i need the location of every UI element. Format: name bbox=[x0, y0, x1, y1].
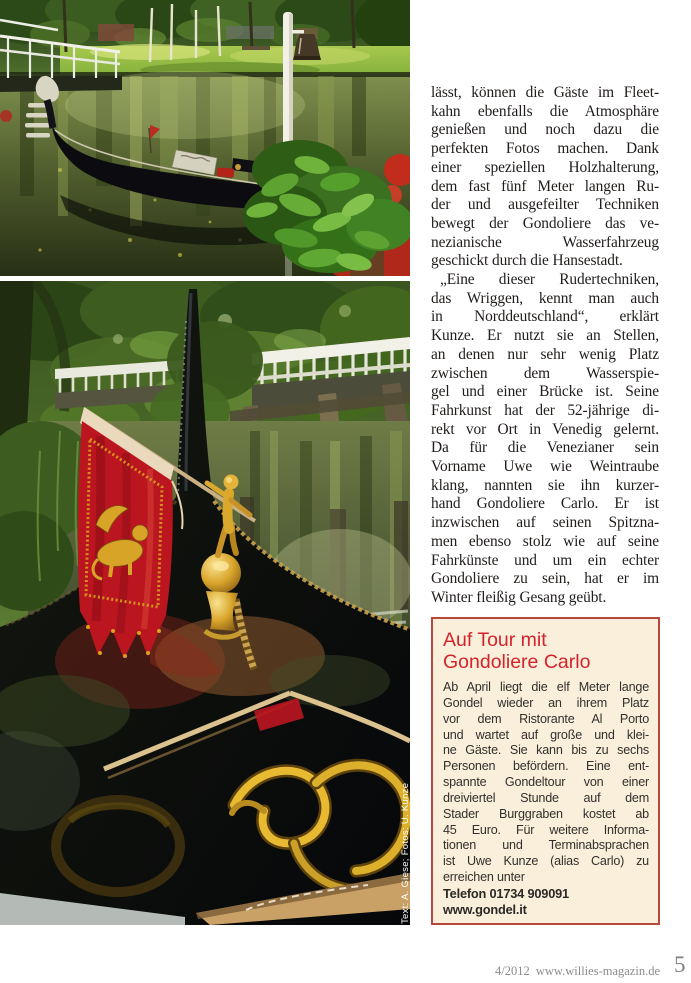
text-line: zwischen dem Wasserspie- bbox=[431, 364, 659, 382]
text-line: Vorname Uwe wie Weintraube bbox=[431, 458, 659, 476]
text-line: Kunze. Er nutzt sie an Stellen, bbox=[431, 327, 659, 345]
text-line: einer speziellen Holzhalterung, bbox=[431, 158, 659, 176]
text-line: dem fast fünf Meter langen Ru- bbox=[431, 177, 659, 195]
text-line: men ebenso stolz wie auf seine bbox=[431, 532, 659, 550]
text-line: klang, nannten sie ihn kurzer- bbox=[431, 476, 659, 494]
text-line: Fahrkunst hat der 52-jährige di- bbox=[431, 401, 659, 419]
text-line: inzwischen auf seinen Spitzna- bbox=[431, 514, 659, 532]
text-line: dreiviertel Stunde auf dem bbox=[443, 790, 649, 805]
footer-magazine-url: www.willies-magazin.de bbox=[535, 964, 660, 978]
text-line: der und ausgefeilter Techniken bbox=[431, 196, 659, 214]
text-line: tionen und Terminabsprachen bbox=[443, 838, 649, 853]
text-line: genießen und noch dazu die bbox=[431, 121, 659, 139]
text-line: Winter fleißig Gesang geübt. bbox=[431, 588, 607, 606]
text-line: „Eine dieser Rudertechniken, bbox=[440, 271, 659, 289]
text-line: Fahrkünste und um ein echter bbox=[431, 551, 659, 569]
text-line: Personen befördern. Eine ent- bbox=[443, 759, 649, 774]
text-line: spannte Gondeltour von einer bbox=[443, 775, 649, 790]
info-box-heading-line: Gondoliere Carlo bbox=[443, 650, 591, 673]
text-line: vor dem Ristorante Al Porto bbox=[443, 711, 649, 726]
footer-issue: 4/2012 bbox=[494, 964, 530, 978]
text-line: kahn ebenfalls die Atmosphäre bbox=[431, 102, 659, 120]
paragraph bbox=[443, 680, 649, 886]
text-line: perfekten Fotos machen. Dank bbox=[431, 140, 659, 158]
text-line: Stader Burggraben kostet ab bbox=[443, 806, 649, 821]
info-box-body bbox=[443, 680, 649, 886]
photo-credit: Text: A. Giese; Fotos: U. Kunze bbox=[400, 782, 411, 924]
paragraph bbox=[431, 271, 659, 608]
article-text-column bbox=[431, 84, 659, 608]
text-line: Da für die Venezianer sein bbox=[431, 439, 659, 457]
text-line: gel und einer Brücke ist. Seine bbox=[431, 383, 659, 401]
text-line: erreichen unter bbox=[443, 870, 525, 885]
paragraph bbox=[431, 84, 659, 271]
text-line: und wartet auf große und klei- bbox=[443, 727, 649, 742]
gondola-website: www.gondel.it bbox=[443, 901, 527, 917]
text-line: an denen nur sehr wenig Platz bbox=[431, 345, 659, 363]
footer bbox=[495, 964, 660, 979]
page-number: 5 bbox=[674, 952, 686, 977]
text-line: lässt, können die Gäste im Fleet- bbox=[431, 84, 659, 101]
text-line: ist Uwe Kunze (alias Carlo) zu bbox=[443, 854, 649, 869]
text-line: Gondel wieder an ihrem Platz bbox=[443, 695, 649, 710]
text-line: ne Gäste. Sie kann bis zu sechs bbox=[443, 743, 649, 758]
text-line: geschickt durch die Hansestadt. bbox=[431, 252, 623, 270]
text-line: hand Gondoliere Carlo. Er ist bbox=[431, 495, 659, 513]
text-line: Gondoliere zu sein, hat er im bbox=[431, 570, 659, 588]
text-line: bewegt der Gondoliere das ve- bbox=[431, 214, 659, 232]
text-line: in Norddeutschland“, erklärt bbox=[431, 308, 659, 326]
text-line: rekt vor Ort in Venedig gelernt. bbox=[431, 420, 659, 438]
info-box-heading-line: Auf Tour mit bbox=[443, 629, 547, 651]
info-box-heading bbox=[443, 630, 649, 673]
text-line: 45 Euro. Für weitere Informa- bbox=[443, 822, 649, 837]
bottom-photo bbox=[0, 281, 410, 925]
text-line: nezianische Wasserfahrzeug bbox=[431, 233, 659, 251]
top-photo bbox=[0, 0, 410, 276]
info-box bbox=[431, 617, 660, 925]
phone-number: Telefon 01734 909091 bbox=[443, 885, 569, 901]
text-line: Ab April liegt die elf Meter lange bbox=[443, 680, 649, 694]
text-line: das Wriggen, kennt man auch bbox=[431, 289, 659, 307]
park-bench bbox=[242, 46, 270, 50]
